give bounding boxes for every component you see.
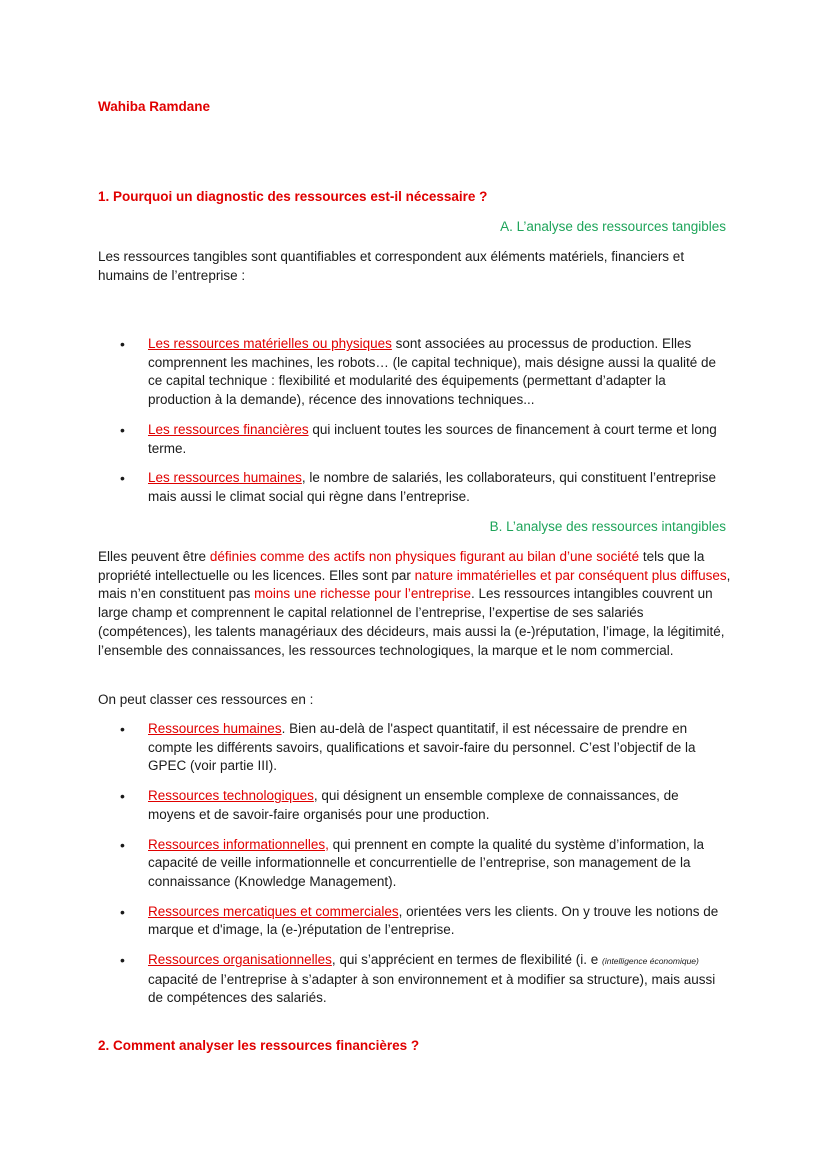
item-text: . Bien au-delà de l'aspect quantitatif, il est nécessaire de prendre en compte les différents savoirs, qualifications et savoir-faire du personnel. C’est l’objectif de la GPEC (voir partie III). (148, 721, 696, 774)
term-link: Les ressources financières (148, 421, 309, 437)
list-item (98, 335, 728, 410)
list-item (98, 720, 728, 776)
list-item (98, 903, 728, 940)
highlight-text: moins une richesse pour l’entreprise (254, 586, 471, 602)
item-text: , qui désignent un ensemble complexe de connaissances, de moyens et de savoir-faire organisés pour une production. (148, 788, 679, 822)
bullet-icon: • (120, 470, 125, 487)
tangible-resources-list (98, 335, 728, 518)
list-item (98, 836, 728, 892)
intangible-resources-list (98, 720, 728, 1019)
text-run: , mais n’en constituent pas (98, 567, 731, 602)
term-link: Ressources organisationnelles (148, 952, 332, 968)
subsection-b-heading: B. L’analyse des ressources intangibles (489, 519, 726, 534)
term-link: Les ressources matérielles ou physiques (148, 336, 392, 351)
highlight-text: définies comme des actifs non physiques figurant au bilan d’une société (209, 549, 640, 564)
classify-intro: On peut classer ces ressources en : (98, 692, 314, 707)
list-item (98, 787, 728, 824)
term-link: Ressources mercatiques et commerciales (148, 903, 399, 919)
text-run: Elles peuvent être (98, 549, 210, 564)
term-link: Ressources humaines (148, 721, 282, 736)
tangible-intro-paragraph: Les ressources tangibles sont quantifiables et correspondent aux éléments matériels, financiers et humains de l’entreprise : (98, 249, 685, 283)
bullet-icon: • (120, 903, 125, 920)
term-link: Ressources technologiques (148, 788, 314, 804)
intangible-paragraph (98, 548, 738, 660)
term-link: Les ressources humaines (148, 470, 302, 486)
text-run: . Les ressources intangibles couvrent un large champ et comprennent le capital relationnel de l’entreprise, l’expertise de ses salariés (compétences), les talents managériaux des décideurs, mais aussi la (e-)réputation, l’image, la légitimité, l’ensemble des connaissances, les ressources technologiques, la marque et le nom commercial. (98, 586, 725, 658)
small-italic-note: (intelligence économique) (602, 956, 699, 967)
bullet-icon: • (120, 788, 125, 805)
subsection-a-heading: A. L’analyse des ressources tangibles (500, 219, 726, 234)
bullet-icon: • (120, 721, 125, 737)
section-1-heading: 1. Pourquoi un diagnostic des ressources est-il nécessaire ? (98, 189, 488, 204)
highlight-text: nature immatérielles et par conséquent plus diffuses (414, 567, 727, 583)
author-name: Wahiba Ramdane (98, 99, 211, 114)
item-text: sont associées au processus de production. Elles comprennent les machines, les robots… (le capital technique), mais désigne aussi la qualité de ce capital technique : flexibilité et modularité des équipements (permettant d’adapter la production à la demande), récence des innovations techniques... (148, 336, 717, 408)
bullet-icon: • (120, 336, 125, 352)
item-text: qui prennent en compte la qualité du système d’information, la capacité de veille informationnelle et concurrentielle de l’entreprise, son management de la connaissance (Knowledge Management). (148, 836, 705, 889)
item-text: , orientées vers les clients. On y trouve les notions de marque et d'image, la (e-)réputation de l’entreprise. (148, 903, 719, 938)
item-text: capacité de l’entreprise à s’adapter à son environnement et à modifier sa structure), mais aussi de compétences des salariés. (148, 971, 716, 1006)
text-run: tels que la propriété intellectuelle ou les licences. Elles sont par (98, 549, 705, 583)
list-item (98, 421, 728, 458)
item-text: , le nombre de salariés, les collaborateurs, qui constituent l’entreprise mais aussi le climat social qui règne dans l’entreprise. (148, 470, 717, 504)
term-link: Ressources informationnelles, (148, 836, 329, 852)
item-text: , qui s’apprécient en termes de flexibilité (i. e (331, 952, 602, 968)
item-text: qui incluent toutes les sources de financement à court terme et long terme. (148, 421, 717, 456)
list-item (98, 951, 728, 1008)
list-item (98, 469, 728, 506)
bullet-icon: • (120, 836, 125, 853)
bullet-icon: • (120, 952, 125, 969)
bullet-icon: • (120, 421, 125, 438)
section-2-heading: 2. Comment analyser les ressources financières ? (98, 1038, 420, 1053)
